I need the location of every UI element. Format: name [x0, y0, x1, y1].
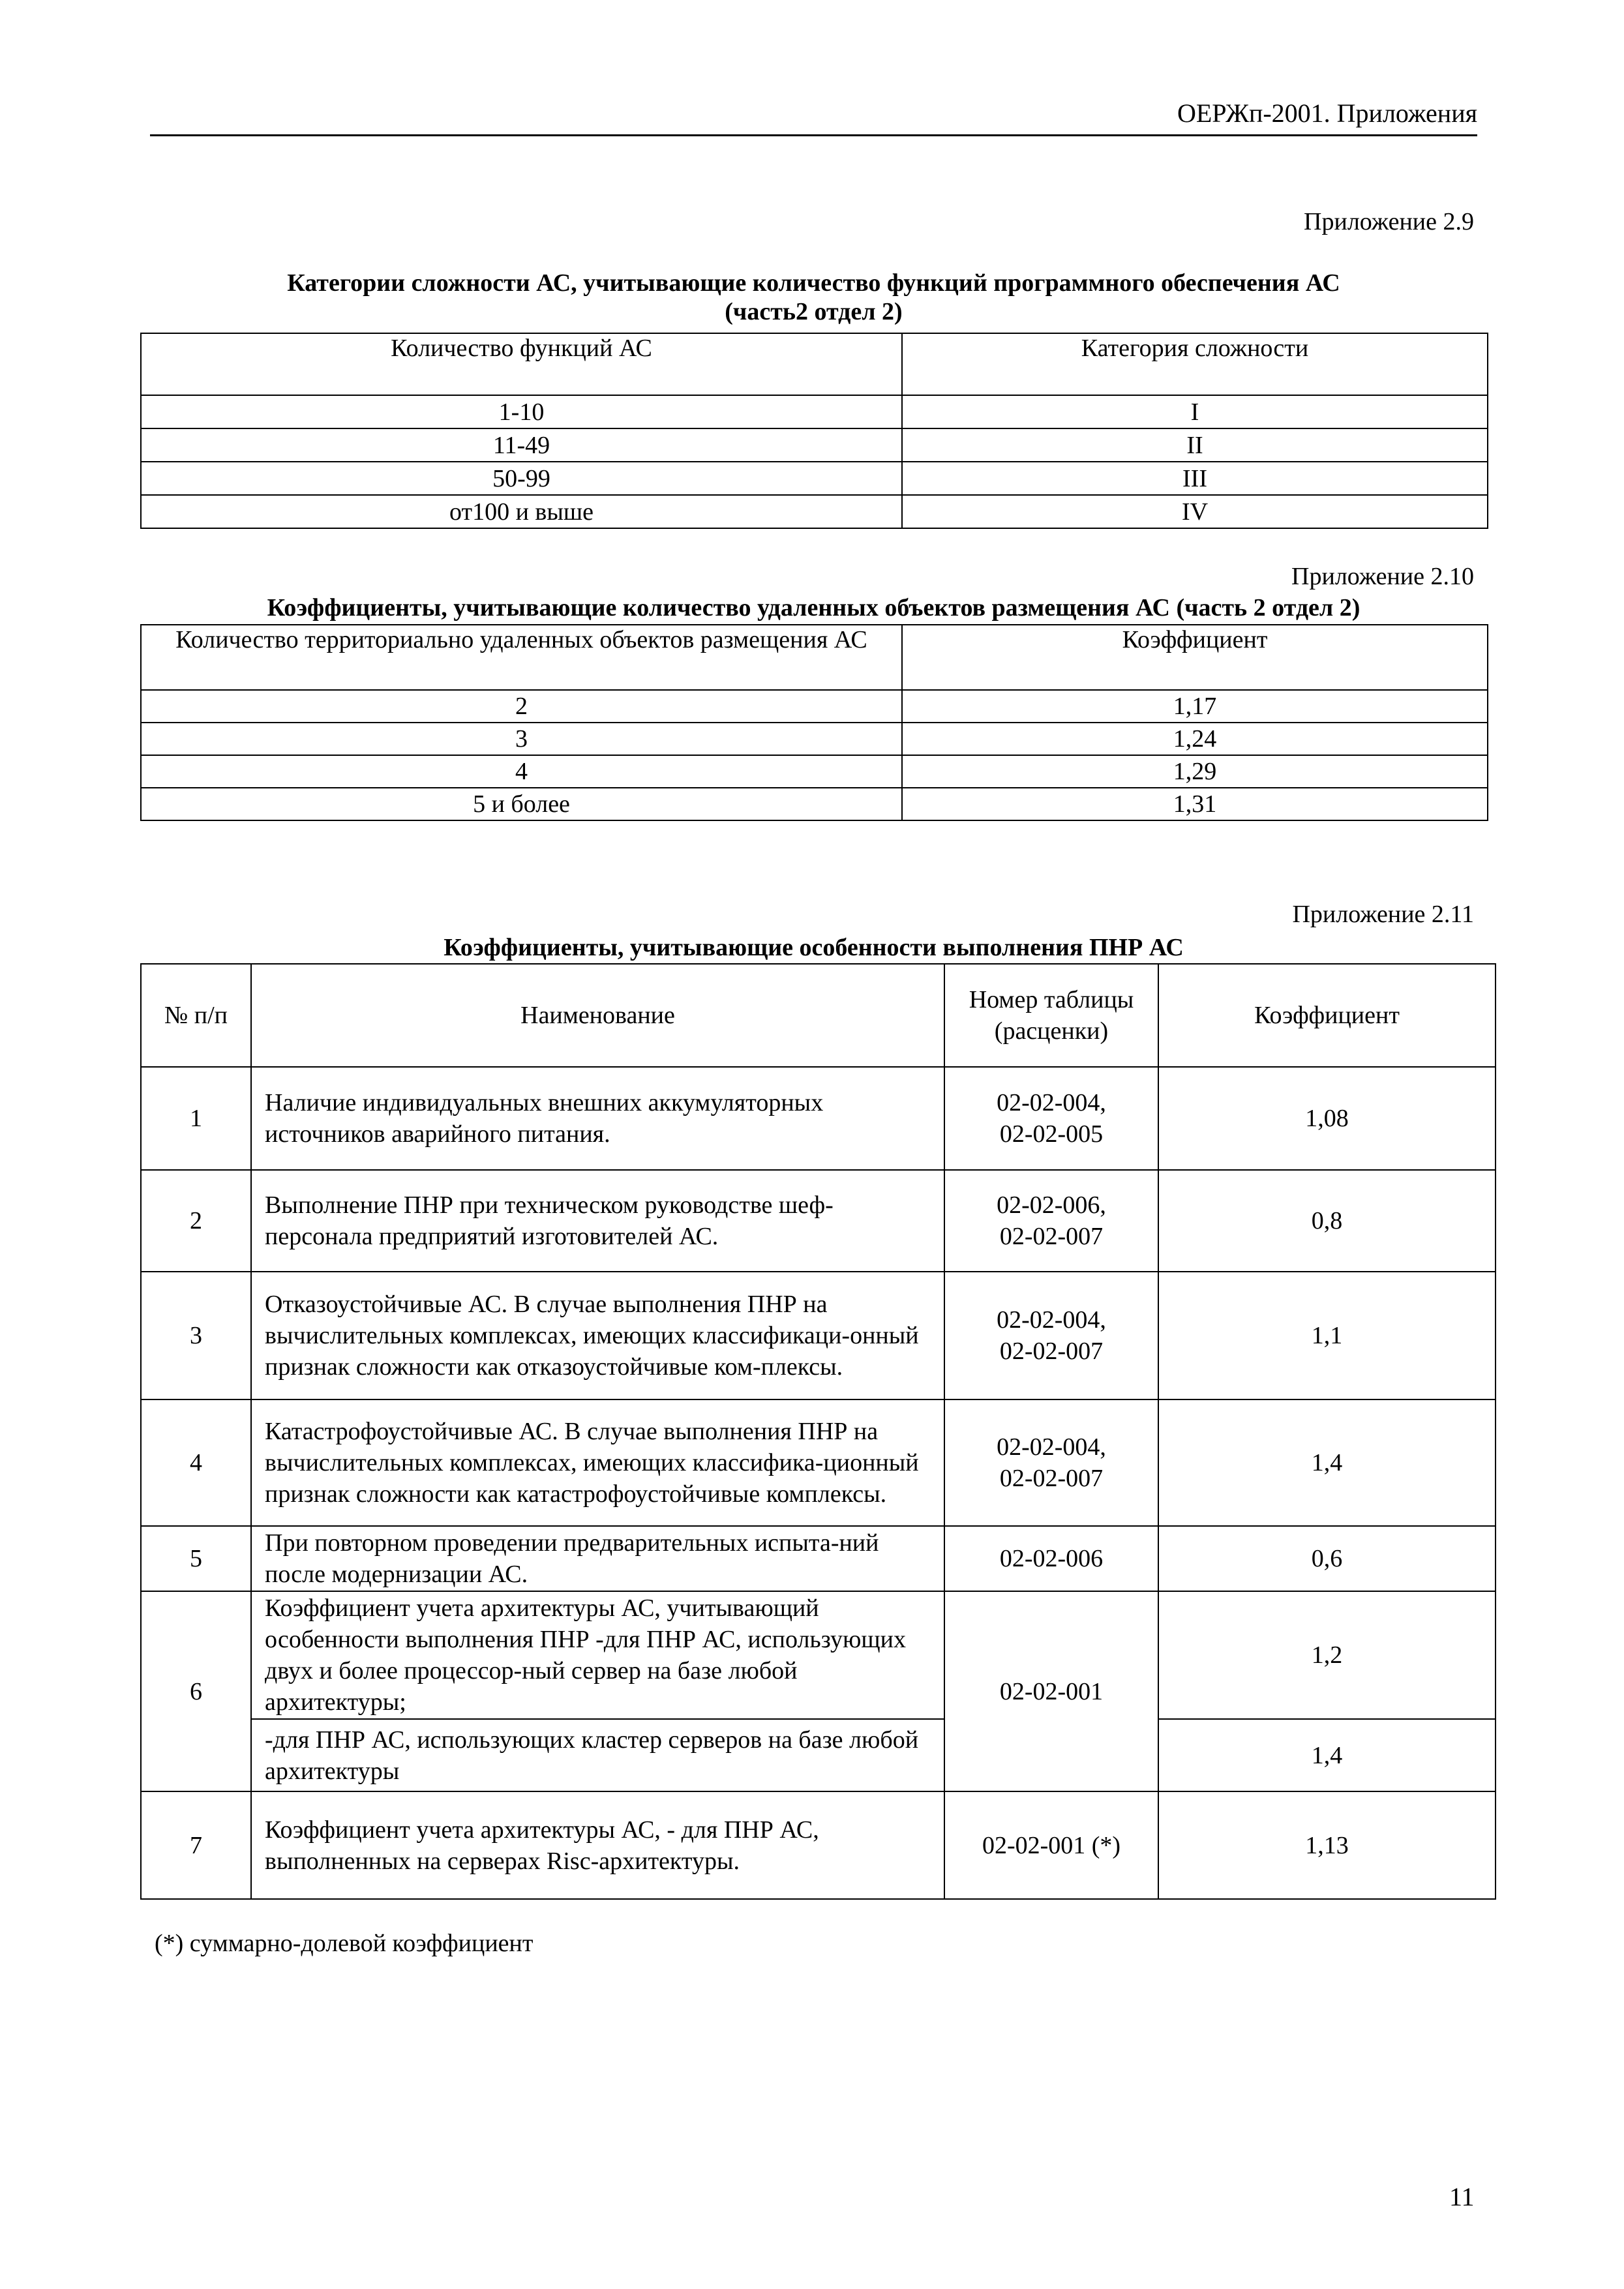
appendix-label-2-9: Приложение 2.9	[1304, 208, 1474, 235]
row-table-ref: 02-02-006	[944, 1526, 1158, 1591]
running-header: ОЕРЖп-2001. Приложения	[1177, 98, 1477, 128]
row-name: Коэффициент учета архитектуры АС, учитывающий особенности выполнения ПНР -для ПНР АС, использующих двух и более процессор-ный сервер на базе любой архитектуры;	[251, 1591, 944, 1719]
cell: от100 и выше	[141, 495, 902, 528]
remote-objects-table	[140, 624, 1488, 821]
row-table-ref: 02-02-004, 02-02-007	[944, 1399, 1158, 1526]
cell: III	[902, 462, 1488, 495]
table-title-2-11: Коэффициенты, учитывающие особенности выполнения ПНР АС	[444, 934, 1184, 961]
column-header: № п/п	[141, 964, 251, 1067]
table-title-2-10: Коэффициенты, учитывающие количество удаленных объектов размещения АС (часть 2 отдел 2)	[267, 594, 1361, 621]
table-row	[141, 495, 1488, 528]
row-name: Катастрофоустойчивые АС. В случае выполнения ПНР на вычислительных комплексах, имеющих классифика-ционный признак сложности как катастрофоустойчивые комплексы.	[251, 1399, 944, 1526]
footnote: (*) суммарно-долевой коэффициент	[155, 1930, 534, 1957]
page-number: 11	[1449, 2182, 1475, 2211]
row-table-ref: 02-02-004, 02-02-005	[944, 1067, 1158, 1170]
table-header-row	[141, 333, 1488, 395]
table-header-row	[141, 625, 1488, 690]
row-table-ref: 02-02-001	[944, 1591, 1158, 1791]
row-coefficient: 0,6	[1158, 1526, 1496, 1591]
table-row	[141, 788, 1488, 820]
row-number: 1	[141, 1067, 251, 1170]
cell: IV	[902, 495, 1488, 528]
table-row	[141, 1067, 1496, 1170]
cell: 1,17	[902, 690, 1488, 723]
row-name: Выполнение ПНР при техническом руководстве шеф-персонала предприятий изготовителей АС.	[251, 1170, 944, 1272]
row-name: Наличие индивидуальных внешних аккумуляторных источников аварийного питания.	[251, 1067, 944, 1170]
cell: 5 и более	[141, 788, 902, 820]
row-table-ref: 02-02-004, 02-02-007	[944, 1272, 1158, 1399]
cell: 50-99	[141, 462, 902, 495]
column-header: Номер таблицы (расценки)	[944, 964, 1158, 1067]
row-coefficient: 1,08	[1158, 1067, 1496, 1170]
row-name: При повторном проведении предварительных испыта-ний после модернизации АС.	[251, 1526, 944, 1591]
row-name: -для ПНР АС, использующих кластер серверов на базе любой архитектуры	[251, 1719, 944, 1791]
cell: 1,24	[902, 723, 1488, 755]
row-number: 6	[141, 1591, 251, 1791]
table-header-row	[141, 964, 1496, 1067]
appendix-label-2-10: Приложение 2.10	[1291, 563, 1474, 590]
column-header: Коэффициент	[902, 625, 1488, 690]
table-title-2-9	[140, 269, 1487, 326]
row-coefficient: 1,2	[1158, 1591, 1496, 1719]
cell: I	[902, 395, 1488, 428]
table-row	[141, 1591, 1496, 1719]
row-name: Отказоустойчивые АС. В случае выполнения ПНР на вычислительных комплексах, имеющих классификаци-онный признак сложности как отказоустойчивые ком-плексы.	[251, 1272, 944, 1399]
row-number: 5	[141, 1526, 251, 1591]
row-number: 3	[141, 1272, 251, 1399]
cell: 4	[141, 755, 902, 788]
title-line-1: Категории сложности АС, учитывающие количество функций программного обеспечения АС	[287, 269, 1340, 297]
table-row	[141, 755, 1488, 788]
cell: 1-10	[141, 395, 902, 428]
row-coefficient: 1,4	[1158, 1399, 1496, 1526]
table-row	[141, 723, 1488, 755]
table-row	[141, 1791, 1496, 1899]
cell: II	[902, 428, 1488, 462]
cell: 1,31	[902, 788, 1488, 820]
row-name: Коэффициент учета архитектуры АС, - для ПНР АС, выполненных на серверах Risc-архитектуры.	[251, 1791, 944, 1899]
header-divider	[150, 134, 1477, 136]
row-number: 2	[141, 1170, 251, 1272]
table-row	[141, 462, 1488, 495]
cell: 3	[141, 723, 902, 755]
row-table-ref: 02-02-006, 02-02-007	[944, 1170, 1158, 1272]
table-row	[141, 395, 1488, 428]
row-coefficient: 1,4	[1158, 1719, 1496, 1791]
column-header: Наименование	[251, 964, 944, 1067]
table-row	[141, 1526, 1496, 1591]
table-row	[141, 1399, 1496, 1526]
cell: 2	[141, 690, 902, 723]
cell: 11-49	[141, 428, 902, 462]
table-row	[141, 1170, 1496, 1272]
row-coefficient: 0,8	[1158, 1170, 1496, 1272]
column-header: Коэффициент	[1158, 964, 1496, 1067]
table-subrow	[141, 1719, 1496, 1791]
column-header: Категория сложности	[902, 333, 1488, 395]
row-coefficient: 1,13	[1158, 1791, 1496, 1899]
row-table-ref: 02-02-001 (*)	[944, 1791, 1158, 1899]
appendix-label-2-11: Приложение 2.11	[1292, 901, 1474, 928]
table-row	[141, 690, 1488, 723]
table-row	[141, 1272, 1496, 1399]
column-header: Количество территориально удаленных объектов размещения АС	[141, 625, 902, 690]
title-line-2: (часть2 отдел 2)	[725, 298, 903, 325]
complexity-category-table	[140, 333, 1488, 529]
cell: 1,29	[902, 755, 1488, 788]
row-number: 4	[141, 1399, 251, 1526]
column-header: Количество функций АС	[141, 333, 902, 395]
commissioning-coefficients-table	[140, 963, 1496, 1900]
table-row	[141, 428, 1488, 462]
row-number: 7	[141, 1791, 251, 1899]
row-coefficient: 1,1	[1158, 1272, 1496, 1399]
